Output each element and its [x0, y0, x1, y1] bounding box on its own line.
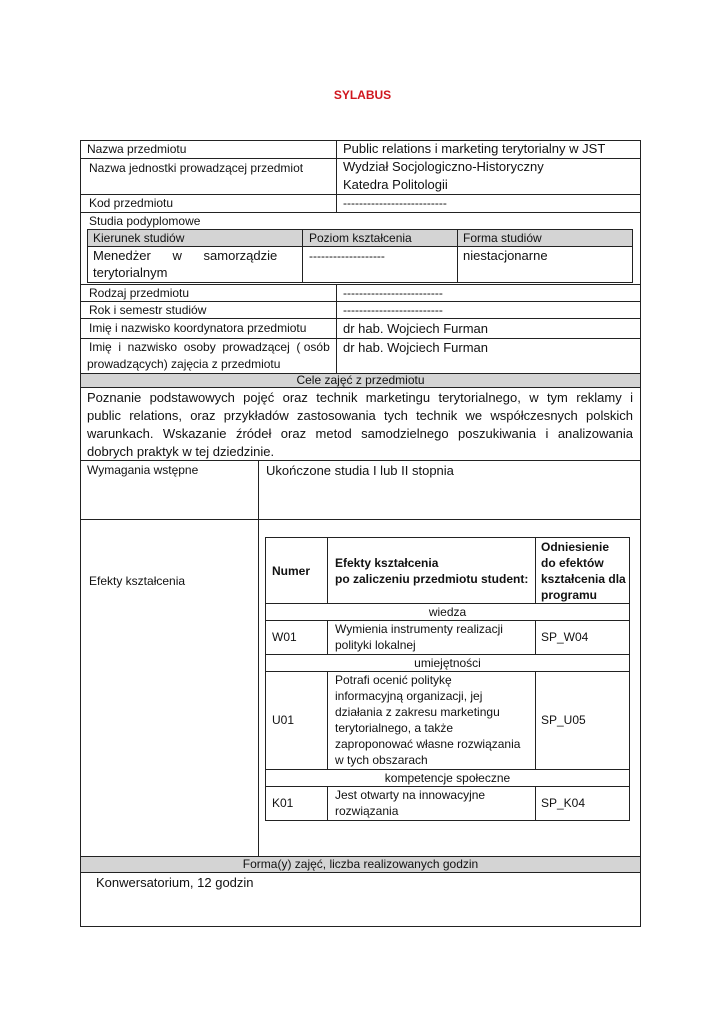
outcome-u01-text-6: w tych obszarach: [335, 753, 428, 767]
coordinator-label: Imię i nazwisko koordynatora przedmiotu: [89, 321, 307, 335]
outcome-u01-text-4: terytorialnego, a także: [335, 721, 454, 735]
instructor-label-line1: Imię i nazwisko osoby prowadzącej ( osób: [89, 340, 330, 354]
outcome-w01-ref: SP_W04: [541, 630, 589, 644]
outcome-w01-text-2: polityki lokalnej: [335, 638, 416, 652]
learning-outcomes-label: Efekty kształcenia: [89, 574, 186, 588]
outcome-u01-num: U01: [272, 713, 295, 727]
unit-label: Nazwa jednostki prowadzącej przedmiot: [89, 161, 304, 175]
unit-value-line2: Katedra Politologii: [343, 177, 448, 192]
instructor-label-line2: prowadzących) zajęcia z przedmiotu: [87, 357, 281, 371]
course-type-label: Rodzaj przedmiotu: [89, 286, 190, 300]
course-name-value: Public relations i marketing terytorialny w JST: [343, 141, 606, 156]
outcomes-col-efekty-line1: Efekty kształcenia: [335, 556, 439, 570]
class-forms-header: Forma(y) zajęć, liczba realizowanych godzin: [242, 857, 479, 871]
studies-label: Studia podyplomowe: [89, 214, 201, 228]
studies-kierunek-line2: terytorialnym: [93, 265, 168, 280]
goals-header: Cele zajęć z przedmiotu: [296, 373, 425, 387]
outcomes-col-numer: Numer: [272, 564, 311, 578]
outcome-k01-num: K01: [272, 796, 294, 810]
goals-line-3: warunkach. Wskazanie źródeł oraz metod samodzielnego poszukiwania i analizowania: [87, 426, 633, 441]
outcome-w01-text-1: Wymienia instrumenty realizacji: [335, 622, 503, 636]
goals-line-1: Poznanie podstawowych pojęć oraz technik marketingu terytorialnego, w tym reklamy i: [87, 390, 633, 405]
outcomes-col-ref-line1: Odniesienie: [541, 540, 610, 554]
studies-kierunek-line1: Menedżer w samorządzie: [93, 248, 278, 263]
studies-header-kierunek: Kierunek studiów: [93, 231, 185, 245]
class-forms-value: Konwersatorium, 12 godzin: [96, 875, 254, 890]
outcome-u01-text-1: Potrafi ocenić politykę: [335, 673, 452, 687]
document-title: SYLABUS: [333, 88, 392, 102]
course-code-label: Kod przedmiotu: [89, 196, 174, 210]
unit-value-line1: Wydział Socjologiczno-Historyczny: [343, 159, 544, 174]
outcomes-col-ref-line2: do efektów: [541, 556, 604, 570]
studies-poziom-value: -------------------: [309, 249, 385, 263]
coordinator-value: dr hab. Wojciech Furman: [343, 321, 488, 336]
goals-line-2: public relations, oraz przykładów zastosowania tych technik we współczesnych polskich: [87, 408, 633, 423]
prerequisites-label: Wymagania wstępne: [87, 463, 199, 477]
course-code-value: --------------------------: [343, 196, 447, 210]
outcome-u01-text-3: działania z zakresu marketingu: [335, 705, 500, 719]
studies-header-forma: Forma studiów: [463, 231, 542, 245]
outcomes-section-skills: umiejętności: [414, 656, 481, 670]
year-semester-label: Rok i semestr studiów: [89, 303, 207, 317]
outcomes-section-competences: kompetencje społeczne: [384, 771, 511, 785]
outcomes-col-ref-line4: programu: [541, 588, 598, 602]
studies-header-poziom: Poziom kształcenia: [309, 231, 412, 245]
studies-forma-value: niestacjonarne: [463, 248, 548, 263]
course-type-value: -------------------------: [343, 286, 443, 300]
outcome-k01-text-2: rozwiązania: [335, 804, 399, 818]
outcome-w01-num: W01: [272, 630, 297, 644]
outcomes-col-efekty-line2: po zaliczeniu przedmiotu student:: [335, 572, 529, 586]
outcome-u01-ref: SP_U05: [541, 713, 586, 727]
prerequisites-value: Ukończone studia I lub II stopnia: [266, 463, 454, 478]
instructor-value: dr hab. Wojciech Furman: [343, 340, 488, 355]
outcome-u01-text-2: informacyjną organizacji, jej: [335, 689, 483, 703]
course-name-label: Nazwa przedmiotu: [87, 142, 187, 156]
outcome-k01-text-1: Jest otwarty na innowacyjne: [335, 788, 486, 802]
outcomes-section-knowledge: wiedza: [428, 605, 467, 619]
outcomes-col-ref-line3: kształcenia dla: [541, 572, 626, 586]
goals-line-4: dobrych praktyk w tej dziedzinie.: [87, 444, 275, 459]
outcome-u01-text-5: zaproponować własne rozwiązania: [335, 737, 521, 751]
year-semester-value: -------------------------: [343, 303, 443, 317]
outcome-k01-ref: SP_K04: [541, 796, 586, 810]
